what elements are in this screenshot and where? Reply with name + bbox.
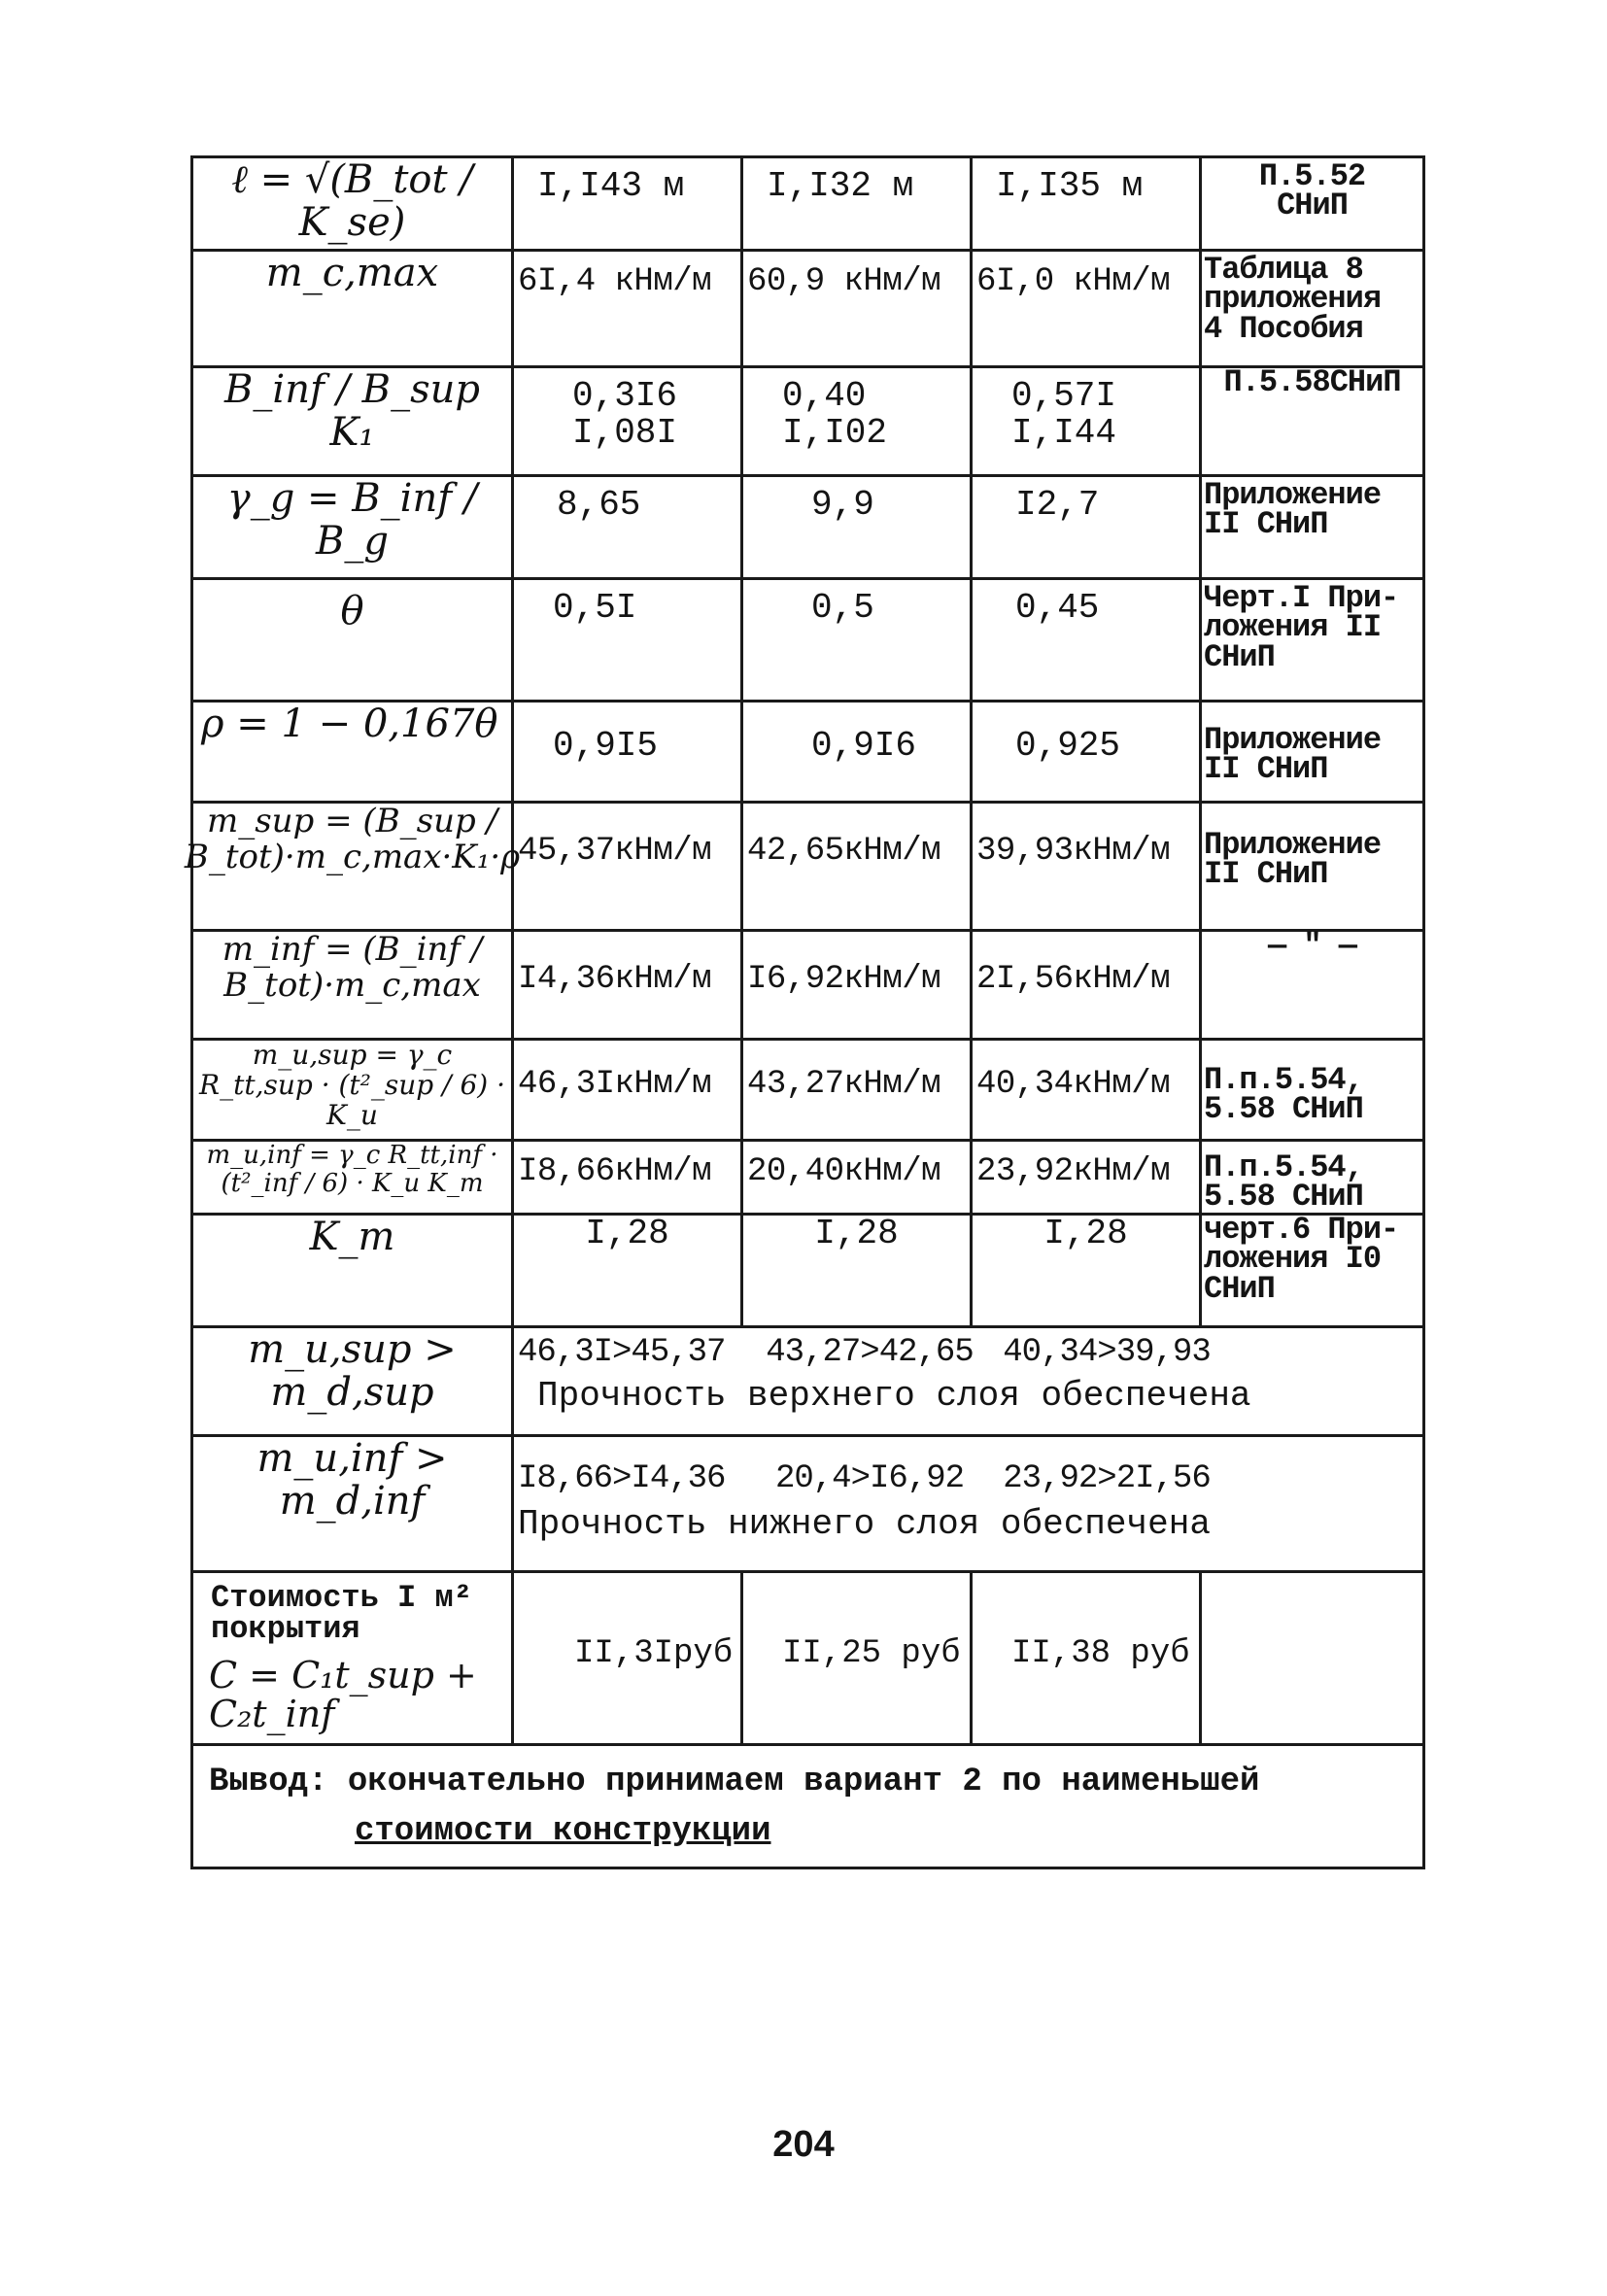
comparison-variant-2: 20,4>I6,92 [774, 1459, 965, 1497]
value-variant-3: 0,57I I,I44 [1011, 376, 1117, 453]
formula-text: m_u,sup > m_d,sup [248, 1326, 457, 1415]
cost-variant-3: II,38 руб [1011, 1634, 1190, 1672]
table-row [192, 579, 1424, 702]
value-variant-2: 60,9 кНм/м [747, 263, 941, 300]
value-cell [972, 803, 1201, 931]
comparison-variant-3: 23,92>2I,56 [1003, 1459, 1211, 1497]
formula-text: m_inf = (B_inf / B_tot)·m_c,max [222, 930, 483, 1006]
value-variant-3: I2,7 [1015, 485, 1100, 525]
reference-text: Черт.I При- ложения II СНиП [1204, 580, 1399, 675]
value-variant-2: 9,9 [811, 485, 874, 525]
formula-text: m_u,inf = γ_c R_tt,inf · (t²_inf / 6) · K_u K_m [206, 1141, 498, 1198]
value-cell [742, 702, 972, 803]
value-variant-1: 8,65 [557, 485, 641, 525]
reference-cell [1201, 364, 1424, 476]
value-variant-2: 42,65кНм/м [747, 833, 941, 870]
table-row [192, 251, 1424, 367]
check-cell [513, 1435, 1424, 1571]
formula-cell [192, 702, 513, 803]
value-variant-2: 20,40кНм/м [747, 1153, 941, 1190]
value-variant-2: 0,5 [811, 588, 874, 628]
check-row-upper [192, 1326, 1424, 1435]
formula-cell [192, 476, 513, 579]
table-row [192, 803, 1424, 931]
value-variant-2: 0,40 I,I02 [782, 376, 888, 453]
reference-cell [1201, 251, 1424, 367]
value-cell [513, 803, 742, 931]
formula-text: m_c,max [265, 251, 439, 295]
conclusion-cell [192, 1744, 1424, 1868]
reference-text: Таблица 8 приложения 4 Пособия [1204, 252, 1382, 347]
formula-cell [192, 1214, 513, 1326]
cost-row [192, 1571, 1424, 1744]
value-variant-2: I,I32 м [767, 166, 914, 206]
value-cell [513, 1141, 742, 1215]
formula-cell [192, 157, 513, 251]
empty-cell [1201, 1571, 1424, 1744]
value-cell [513, 1571, 742, 1744]
comparison-variant-3: 40,34>39,93 [1003, 1333, 1211, 1371]
formula-text: m_sup = (B_sup / B_tot)·m_c,max·K₁·ρ [184, 802, 521, 877]
value-cell [513, 251, 742, 367]
value-cell [972, 367, 1201, 476]
check-cell [513, 1326, 1424, 1435]
value-cell [972, 1040, 1201, 1141]
formula-cell [192, 1040, 513, 1141]
value-variant-1: 6I,4 кНм/м [518, 263, 712, 300]
reference-cell [1201, 928, 1424, 1040]
formula-text: K_m [309, 1214, 395, 1259]
table-row [192, 702, 1424, 803]
value-cell [742, 476, 972, 579]
page-number: 204 [772, 2124, 835, 2165]
table-row [192, 367, 1424, 476]
cost-variant-2: II,25 руб [782, 1634, 961, 1672]
value-cell [972, 1571, 1201, 1744]
value-variant-3: 2I,56кНм/м [976, 961, 1171, 998]
value-variant-1: I,28 [585, 1213, 669, 1253]
comparison-values [514, 1437, 1422, 1497]
formula-cell [192, 1326, 513, 1435]
check-row-lower [192, 1435, 1424, 1571]
reference-cell [1201, 476, 1424, 579]
value-cell [513, 367, 742, 476]
value-cell [742, 579, 972, 702]
formula-cell [192, 251, 513, 367]
conclusion [193, 1746, 1422, 1867]
conclusion-line-1: Вывод: окончательно принимаем вариант 2 по наименьшей [209, 1763, 1260, 1800]
value-cell [513, 579, 742, 702]
value-cell [742, 931, 972, 1040]
check-conclusion: Прочность верхнего слоя обеспечена [537, 1376, 1251, 1417]
value-variant-1: I,I43 м [537, 166, 685, 206]
reference-cell [1201, 702, 1424, 803]
reference-cell [1201, 1141, 1424, 1215]
value-variant-3: 39,93кНм/м [976, 833, 1171, 870]
formula-cell [192, 931, 513, 1040]
value-variant-1: 46,3IкНм/м [518, 1066, 712, 1103]
comparison-values [514, 1328, 1422, 1371]
table-row [192, 157, 1424, 251]
value-cell [972, 251, 1201, 367]
formula-text: m_u,inf > m_d,inf [256, 1435, 448, 1524]
table-row [192, 1141, 1424, 1215]
reference-text: П.п.5.54, 5.58 СНиП [1204, 1149, 1363, 1216]
comparison-variant-1: 46,3I>45,37 [518, 1333, 726, 1371]
value-variant-3: 40,34кНм/м [976, 1066, 1171, 1103]
value-cell [972, 1141, 1201, 1215]
cost-formula: C = C₁t_sup + C₂t_inf [209, 1653, 477, 1735]
value-cell [513, 702, 742, 803]
value-variant-1: 0,5I [553, 588, 637, 628]
calculation-table [184, 155, 1425, 1869]
value-cell [972, 579, 1201, 702]
formula-text: ℓ = √(B_tot / K_se) [231, 157, 473, 245]
value-cell [513, 931, 742, 1040]
formula-cell [184, 802, 521, 931]
value-variant-2: I,28 [814, 1213, 899, 1253]
reference-text: Приложение II СНиП [1204, 827, 1382, 893]
reference-text: П.5.58СНиП [1223, 364, 1401, 400]
value-cell [742, 251, 972, 367]
reference-cell [1201, 1040, 1424, 1141]
formula-cell [192, 1435, 513, 1571]
table-row [192, 1040, 1424, 1141]
value-cell [513, 1214, 742, 1326]
value-cell [972, 931, 1201, 1040]
value-cell [742, 1141, 972, 1215]
reference-text: П.5.52 СНиП [1258, 158, 1366, 224]
reference-cell [1201, 157, 1424, 251]
value-cell [513, 157, 742, 251]
value-cell [972, 476, 1201, 579]
reference-text: — " — [1267, 928, 1356, 964]
value-cell [513, 1040, 742, 1141]
value-cell [742, 803, 972, 931]
value-variant-3: 6I,0 кНм/м [976, 263, 1171, 300]
cost-label-cell [192, 1571, 513, 1744]
reference-cell [1201, 803, 1424, 931]
reference-text: Приложение II СНиП [1204, 722, 1382, 788]
formula-text: B_inf / B_sup K₁ [224, 367, 480, 455]
value-variant-2: I6,92кНм/м [747, 961, 941, 998]
value-cell [742, 1571, 972, 1744]
conclusion-line-2: стоимости конструкции [355, 1812, 771, 1850]
value-variant-2: 0,9I6 [811, 726, 917, 766]
value-cell [742, 1214, 972, 1326]
value-cell [972, 157, 1201, 251]
conclusion-row [192, 1744, 1424, 1868]
cost-label: Стоимость I м² покрытия [211, 1579, 472, 1647]
reference-text: Приложение II СНиП [1204, 477, 1382, 543]
formula-text: ρ = 1 − 0,167θ [201, 702, 498, 746]
formula-text: θ [340, 589, 364, 634]
reference-text: П.п.5.54, 5.58 СНиП [1204, 1062, 1363, 1128]
value-variant-1: 0,9I5 [553, 726, 659, 766]
formula-text: m_u,sup = γ_c R_tt,sup · (t²_sup / 6) · K_u [198, 1039, 505, 1131]
value-cell [742, 1040, 972, 1141]
table-row [192, 931, 1424, 1040]
comparison-variant-2: 43,27>42,65 [766, 1333, 974, 1371]
comparison-variant-1: I8,66>I4,36 [518, 1459, 726, 1497]
formula-cell [192, 367, 513, 476]
value-cell [513, 476, 742, 579]
reference-cell [1201, 1211, 1424, 1326]
value-variant-3: 0,45 [1015, 588, 1100, 628]
value-variant-3: 23,92кНм/м [976, 1153, 1171, 1190]
formula-cell [192, 579, 513, 702]
value-variant-3: 0,925 [1015, 726, 1121, 766]
reference-cell [1201, 579, 1424, 702]
value-cell [742, 157, 972, 251]
value-variant-1: I8,66кНм/м [518, 1153, 712, 1190]
value-variant-3: I,I35 м [996, 166, 1144, 206]
table-row [192, 1214, 1424, 1326]
cost-variant-1: II,3Iруб [574, 1634, 734, 1672]
check-conclusion: Прочность нижнего слоя обеспечена [518, 1504, 1211, 1545]
value-cell [742, 367, 972, 476]
table-row [192, 476, 1424, 579]
formula-text: γ_g = B_inf / B_g [226, 476, 478, 564]
value-cell [972, 1214, 1201, 1326]
value-variant-1: 45,37кНм/м [518, 833, 712, 870]
value-variant-2: 43,27кНм/м [747, 1066, 941, 1103]
value-variant-3: I,28 [1043, 1213, 1128, 1253]
formula-cell [192, 1141, 513, 1215]
value-variant-1: I4,36кНм/м [518, 961, 712, 998]
value-cell [972, 702, 1201, 803]
value-variant-1: 0,3I6 I,08I [572, 376, 678, 453]
reference-text: черт.6 При- ложения I0 СНиП [1204, 1211, 1399, 1307]
